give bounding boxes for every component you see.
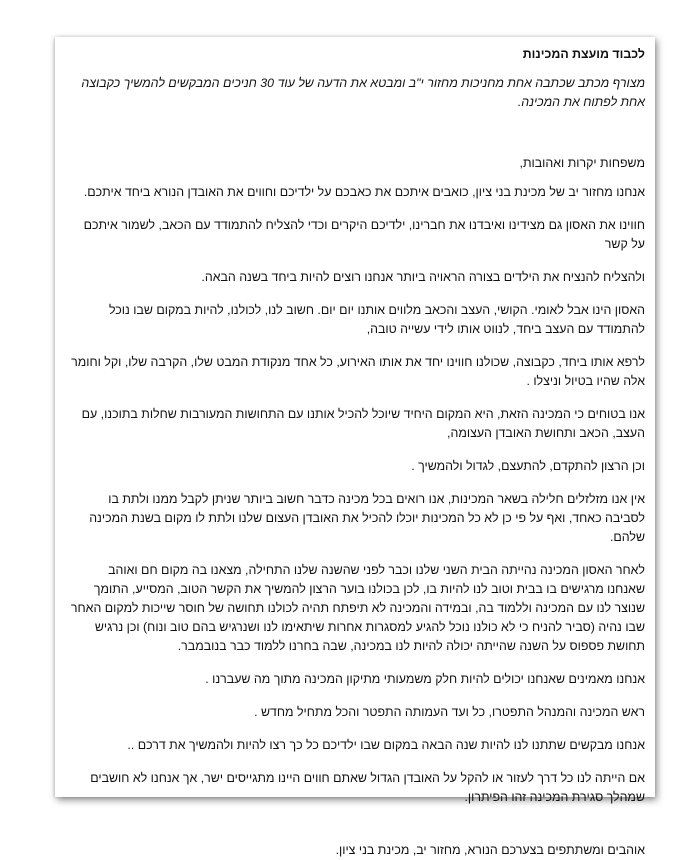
letter-paragraph: אנחנו מחזור יב של מכינת בני ציון, כואבים איתכם את כאבכם על ילדיכם וחווים את האובדן הנורא ביחד איתכם. <box>83 185 645 199</box>
letter-title: לכבוד מועצת המכינות <box>522 47 645 61</box>
letter-paragraph: אנחנו מאמינים שאנחנו יכולים להיות חלק משמעותי מתיקון המכינה מתוך מה שעברנו . <box>205 672 645 686</box>
letter-page <box>55 37 655 857</box>
letter-paragraph: לרפא אותו ביחד, כקבוצה, שכולנו חווינו יחד את אותו האירוע, כל אחד מנקודת המבט שלו, הקרבה שלו, וקל וחומר אלה שהיו בטיול וניצלו . <box>71 355 645 388</box>
letter-paragraph: וכן הרצון להתקדם, להתעצם, לגדול ולהמשיך . <box>411 459 645 473</box>
letter-paragraph: אין אנו מזלזלים חלילה בשאר המכינות, אנו רואים בכל מכינה כדבר חשוב ביותר שניתן לקבל ממנו ולתת בו לסביבה כאחד, ואף על פי כן לא כל המכינות יוכלו להכיל את האובדן העצום שלנו ולתת לו מקום בשנת המכינה שלהם. <box>89 492 645 544</box>
letter-paragraph: חווינו את האסון גם מצידינו ואיבדנו את חברינו, ילדיכם היקרים וכדי להצליח להתמודד עם הכאב, לשמור איתכם על קשר <box>83 218 645 251</box>
letter-intro: מצורף מכתב שכתבה אחת מחניכות מחזור י"ב ומבטא את הדעה של עוד 30 חניכים המבקשים להמשיך כקבוצה אחת לפתוח את המכינה. <box>81 76 645 109</box>
letter-paragraph: אנחנו מבקשים שתתנו לנו להיות שנה הבאה במקום שבו ילדיכם כל כך רצו להיות ולהמשיך את דרכם .. <box>127 738 645 752</box>
letter-paragraph: אנו בטוחים כי המכינה הזאת, היא המקום היחיד שיוכל להכיל אותנו עם התחושות המעורבות שחלות בתוכנו, עם העצב, הכאב ותחושת האובדן העצומה, <box>81 407 645 440</box>
letter-paragraph: ראש המכינה והמנהל התפטרו, כל ועד העמותה התפטר והכל מתחיל מחדש . <box>254 705 645 719</box>
letter-paragraph: אם הייתה לנו כל דרך לעזור או להקל על האובדן הגדול שאתם חווים היינו מתגייסים ישר, אך אנחנו לא חושבים שמהלך סגירת המכינה זהו הפיתרון. <box>90 771 645 804</box>
letter-signature: אוהבים ומשתתפים בצערכם הנורא, מחזור יב, מכינת בני ציון. <box>335 843 645 857</box>
letter-paragraph: ולהצליח להנציח את הילדים בצורה הראויה ביותר אנחנו רוצים להיות ביחד בשנה הבאה. <box>201 270 645 284</box>
letter-paragraph: האסון הינו אבל לאומי. הקושי, העצב והכאב מלווים אותנו יום יום. חשוב לנו, לכולנו, להיות במקום שבו נוכל להתמודד עם העצב ביחד, לנווט אותו לידי עשייה טובה, <box>108 303 645 336</box>
letter-greeting: משפחות יקרות ואהובות, <box>519 156 645 170</box>
letter-paragraph: לאחר האסון המכינה נהייתה הבית השני שלנו וכבר לפני שהשנה שלנו התחילה, מצאנו בה מקום חם ואוהב שאנחנו מרגישים בו בבית וטוב לנו להיות בו, לכן בכולנו בוער הרצון להמשיך את הקשר הטוב, המסייע, התומך שנוצר לנו עם המכינה וללמוד בה, ובמידה והמכינה לא תיפתח תהיה לכולנו תחושה של חוסר שייכות למקום האחר שבו נהיה (סביר להניח כי לא כולנו נוכל להגיע למסגרות אחרות שיתאימו לנו ושנרגיש בהם טוב ונוח) וכן נרגיש תחושת פספוס על השנה שהייתה יכולה להיות לנו במכינה, שבה בחרנו ללמוד כבר בנובמבר. <box>70 563 645 653</box>
